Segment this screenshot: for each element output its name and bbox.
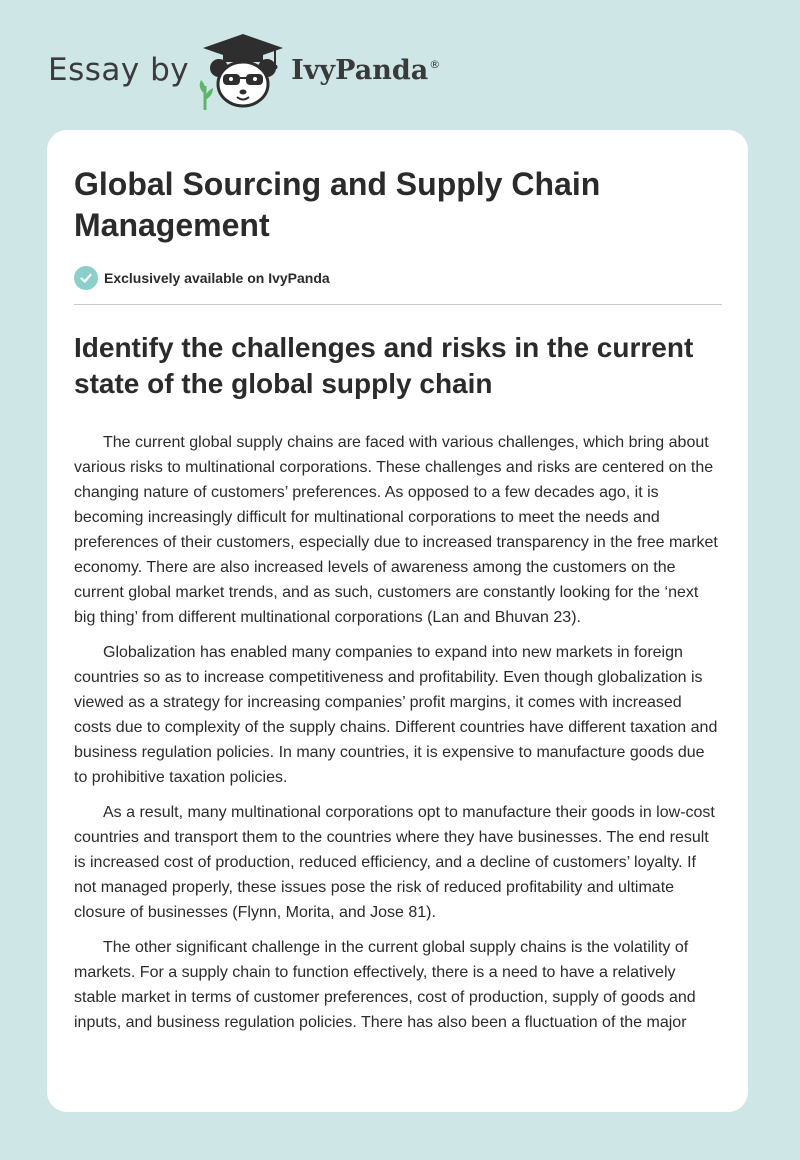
exclusive-label: Exclusively available on IvyPanda — [104, 270, 330, 286]
paragraph: The other significant challenge in the current global supply chains is the volatility of markets. For a supply chain to function effectively, there is a need to have a relatively stable market in terms of customer preferences, cost of production, supply of goods and inputs, and business regulation policies. There has also been a fluctuation of the major — [74, 939, 696, 1031]
essay-card — [47, 130, 748, 1112]
check-icon — [74, 266, 98, 290]
site-header — [48, 30, 440, 110]
brand-prefix: Essay by — [48, 52, 190, 88]
paragraph: As a result, many multinational corporations opt to manufacture their goods in low-cost countries and transport them to the countries where they have businesses. The end result is increased cost of production, reduced efficiency, and a decline of customers’ loyalty. If not managed properly, these issues pose the risk of reduced profitability and ultimate closure of businesses (Flynn, Morita, and Jose 81). — [74, 804, 715, 921]
panda-logo-icon[interactable] — [199, 30, 287, 110]
divider — [74, 304, 722, 305]
section-heading: Identify the challenges and risks in the current state of the global supply chain — [74, 332, 694, 399]
exclusive-badge — [74, 265, 722, 291]
paragraph: The current global supply chains are faced with various challenges, which bring about various risks to multinational corporations. These challenges and risks are centered on the changing nature of customers’ preferences. As opposed to a few decades ago, it is becoming increasingly difficult for multinational corporations to meet the needs and preferences of their customers, especially due to increased transparency in the free market economy. There are also increased levels of awareness among the customers on the current global market trends, and as such, customers are constantly looking for the ‘next big thing’ from different multinational corporations (Lan and Bhuvan 23). — [74, 434, 718, 626]
essay-content — [74, 164, 722, 1045]
paragraph: Globalization has enabled many companies to expand into new markets in foreign countries so as to increase competitiveness and profitability. Even though globalization is viewed as a strategy for increasing companies’ profit margins, it comes with increased costs due to complexity of the supply chains. Different countries have different taxation and business regulation policies. In many countries, it is expensive to manufacture goods due to prohibitive taxation policies. — [74, 644, 718, 786]
essay-body — [74, 430, 722, 1035]
registered-mark: ® — [429, 57, 441, 71]
brand-name[interactable]: IvyPanda — [291, 54, 429, 86]
essay-title: Global Sourcing and Supply Chain Management — [74, 166, 601, 243]
